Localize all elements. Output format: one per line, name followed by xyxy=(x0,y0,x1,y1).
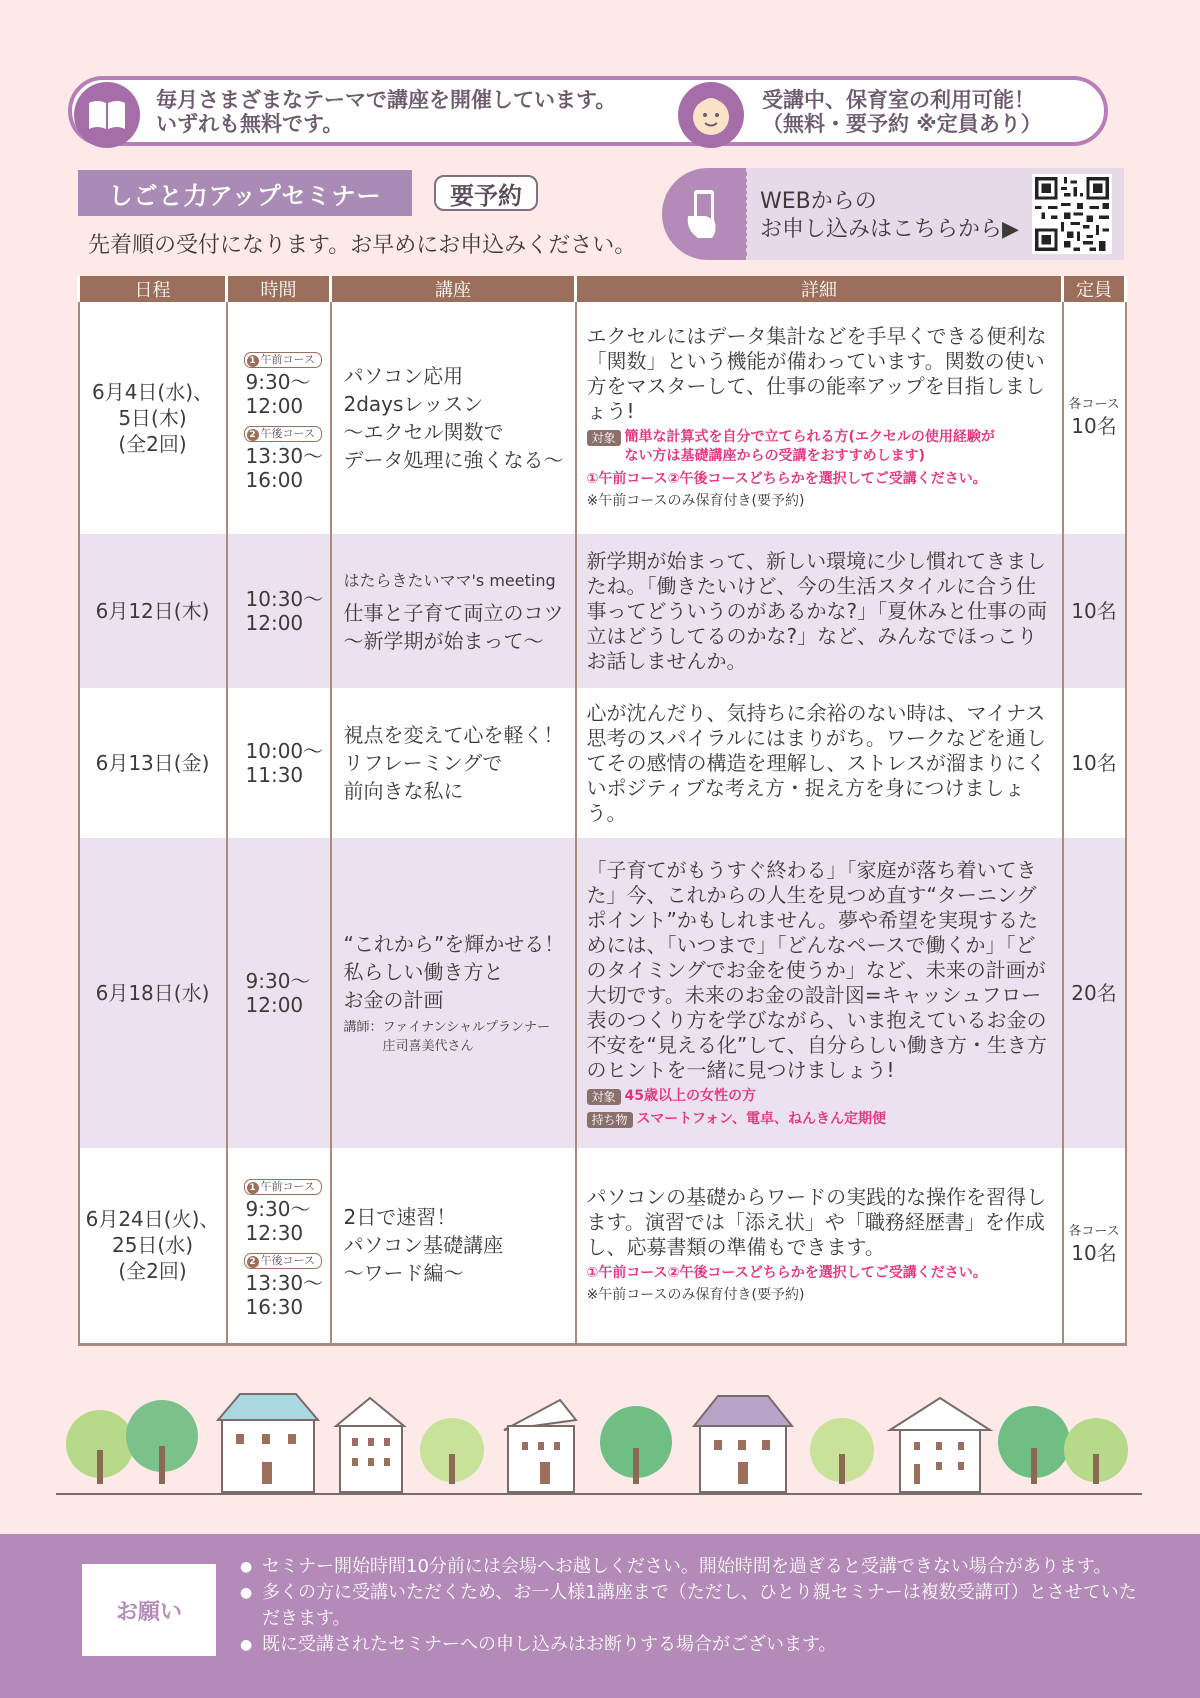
target-row xyxy=(587,1087,1052,1106)
row-course xyxy=(331,688,576,838)
capacity-value: 10名 xyxy=(1071,751,1117,775)
list-item: ● 既に受講されたセミナーへの申し込みはお断りする場合がございます。 xyxy=(240,1632,1140,1658)
row-date: 6月4日(水)、 5日(木) (全2回) xyxy=(79,302,227,534)
row-capacity xyxy=(1063,534,1126,688)
row-time xyxy=(227,838,331,1148)
detail-text: 新学期が始まって、新しい環境に少し慣れてきましたね。「働きたいけど、今の生活スタイルに合う仕事ってどういうのがあるかな?」「夏休みと仕事の両立はどうしてるのかな?」など、みんなでほっこりお話しませんか。 xyxy=(586,548,1048,673)
tree-icon xyxy=(126,1400,198,1484)
row-detail xyxy=(576,838,1063,1148)
section-title: しごと力アップセミナー xyxy=(78,170,412,216)
qr-code[interactable] xyxy=(1032,174,1112,254)
target-text: 簡単な計算式を自分で立てられる方(エクセルの使用経験が ない方は基礎講座からの受講をおすすめします) xyxy=(624,429,995,464)
header-detail: 詳細 xyxy=(576,276,1063,302)
capacity-note: 各コース xyxy=(1068,397,1120,412)
bring-text: スマートフォン、電卓、ねんきん定期便 xyxy=(636,1110,886,1127)
smartphone-icon xyxy=(662,168,746,260)
detail-text: パソコンの基礎からワードの実践的な操作を習得します。演習では「添え状」や「職務経歴書」を作成し、応募書類の準備もできます。 xyxy=(586,1184,1047,1259)
course-title: 仕事と子育て両立のコツ 〜新学期が始まって〜 xyxy=(343,601,564,653)
row-date: 6月18日(水) xyxy=(79,838,227,1148)
house-icon xyxy=(504,1400,576,1492)
row-course xyxy=(331,1148,576,1344)
capacity-value: 10名 xyxy=(1071,1241,1117,1266)
row-time xyxy=(227,1148,331,1344)
table-row xyxy=(79,1148,1126,1344)
target-label: 対象 xyxy=(587,1089,621,1105)
am-course-tag: 1 午前コース xyxy=(244,1179,322,1195)
book-icon xyxy=(74,82,140,148)
target-row xyxy=(587,428,1052,466)
course-title: パソコン応用 2daysレッスン 〜エクセル関数で データ処理に強くなる〜 xyxy=(343,364,564,472)
row-date: 6月13日(金) xyxy=(79,688,227,838)
bring-row xyxy=(587,1110,1052,1129)
request-label: お願い xyxy=(82,1564,216,1656)
target-label: 対象 xyxy=(587,430,621,446)
header-time: 時間 xyxy=(227,276,331,302)
pm-time: 13:30〜 16:30 xyxy=(245,1271,324,1320)
banner-right-text: 受講中、保育室の利用可能！ （無料・要予約 ※定員あり） xyxy=(762,88,1042,136)
table-row xyxy=(79,302,1126,534)
pm-course-tag: 2 午後コース xyxy=(244,426,322,442)
am-time: 9:30〜 12:00 xyxy=(245,370,311,418)
row-detail xyxy=(576,302,1063,534)
request-list xyxy=(240,1554,1140,1658)
request-section xyxy=(0,1534,1200,1698)
town-illustration xyxy=(0,1390,1200,1510)
house-icon xyxy=(694,1396,792,1492)
header-date: 日程 xyxy=(79,276,227,302)
childcare-note: ※午前コースのみ保育付き(要予約) xyxy=(586,1286,805,1303)
bring-label: 持ち物 xyxy=(587,1112,633,1128)
web-apply-text[interactable]: WEBからの お申し込みはこちらから▶ xyxy=(760,189,1019,242)
section-subtitle: 先着順の受付になります。お早めにお申込みください。 xyxy=(88,233,637,258)
capacity-value: 10名 xyxy=(1071,599,1117,623)
baby-icon xyxy=(678,82,744,148)
lecturer: 講師：ファイナンシャルプランナー 庄司喜美代さん xyxy=(343,1020,551,1054)
header-course: 講座 xyxy=(331,276,576,302)
course-choice-note: ①午前コース②午後コースどちらかを選択してご受講ください。 xyxy=(586,471,987,487)
list-item: ● 多くの方に受講いただくため、お一人様1講座まで（ただし、ひとり親セミナーは複数受講可）とさせていただきます。 xyxy=(240,1580,1140,1632)
house-icon xyxy=(218,1394,318,1492)
table-row xyxy=(79,534,1126,688)
reservation-badge: 要予約 xyxy=(434,175,538,211)
childcare-note: ※午前コースのみ保育付き(要予約) xyxy=(586,493,805,509)
capacity-value: 10名 xyxy=(1071,414,1117,438)
time: 10:30〜 12:00 xyxy=(245,587,324,635)
row-course xyxy=(331,302,576,534)
pm-time: 13:30〜 16:00 xyxy=(245,444,324,492)
tree-icon xyxy=(66,1410,134,1484)
course-series: はたらきたいママ's meeting xyxy=(343,571,556,590)
am-time: 9:30〜 12:30 xyxy=(245,1197,311,1246)
tree-icon xyxy=(998,1406,1070,1484)
tree-icon xyxy=(600,1406,672,1484)
detail-text: エクセルにはデータ集計などを手早くできる便利な「関数」という機能が備わっています。関数の使い方をマスターして、仕事の能率アップを目指しましょう! xyxy=(586,324,1047,423)
tree-icon xyxy=(420,1418,484,1484)
row-course xyxy=(331,534,576,688)
info-banner xyxy=(68,76,1108,146)
banner-left-text: 毎月さまざまなテーマで講座を開催しています。 いずれも無料です。 xyxy=(156,88,617,136)
row-detail xyxy=(576,534,1063,688)
house-icon xyxy=(336,1398,404,1492)
capacity-value: 20名 xyxy=(1071,981,1117,1005)
table-row xyxy=(79,838,1126,1148)
course-choice-note: ①午前コース②午後コースどちらかを選択してご受講ください。 xyxy=(586,1264,987,1281)
row-date: 6月24日(火)、 25日(水) (全2回) xyxy=(79,1148,227,1344)
capacity-note: 各コース xyxy=(1068,1224,1120,1240)
detail-text: 「子育てがもうすぐ終わる」「家庭が落ち着いてきた」今、これからの人生を見つめ直す“ターニングポイント”かもしれません。夢や希望を実現するためには、「いつまで」「どんなペースで働くか」「どのタイミングでお金を使うか」など、未来の計画が大切です。未来のお金の設計図=キャッシュフロー表のつくり方を学びながら、いま抱えているお金の不安を“見える化”して、自分らしい働き方・生き方のヒントを一緒に見つけましょう! xyxy=(586,857,1047,1082)
am-course-tag: 1 午前コース xyxy=(244,352,322,368)
table-row xyxy=(79,688,1126,838)
row-time xyxy=(227,302,331,534)
row-time xyxy=(227,534,331,688)
header-capacity: 定員 xyxy=(1063,276,1126,302)
row-capacity xyxy=(1063,838,1126,1148)
row-capacity xyxy=(1063,302,1126,534)
time: 10:00〜 11:30 xyxy=(245,739,324,787)
pm-course-tag: 2 午後コース xyxy=(244,1253,322,1269)
row-capacity xyxy=(1063,688,1126,838)
target-text: 45歳以上の女性の方 xyxy=(624,1087,756,1104)
tree-icon xyxy=(1064,1418,1128,1484)
house-icon xyxy=(890,1398,990,1492)
course-title: 2日で速習！ パソコン基礎講座 〜ワード編〜 xyxy=(343,1205,504,1286)
course-title: 視点を変えて心を軽く！ リフレーミングで 前向きな私に xyxy=(343,723,564,803)
row-detail xyxy=(576,1148,1063,1344)
row-course xyxy=(331,838,576,1148)
divider xyxy=(744,172,747,256)
time: 9:30〜 12:00 xyxy=(245,969,311,1017)
detail-text: 心が沈んだり、気持ちに余裕のない時は、マイナス思考のスパイラルにはまりがち。ワークなどを通してその感情の構造を理解し、ストレスが溜まりにくいポジティブな考え方・捉え方を身につけましょう。 xyxy=(586,700,1046,825)
tree-icon xyxy=(810,1418,874,1484)
row-capacity xyxy=(1063,1148,1126,1344)
seminar-table xyxy=(77,276,1127,1346)
row-time xyxy=(227,688,331,838)
row-detail xyxy=(576,688,1063,838)
row-date: 6月12日(木) xyxy=(79,534,227,688)
course-title: “これから”を輝かせる！ 私らしい働き方と お金の計画 xyxy=(343,932,565,1012)
list-item: ● セミナー開始時間10分前には会場へお越しください。開始時間を過ぎると受講できない場合があります。 xyxy=(240,1554,1140,1580)
